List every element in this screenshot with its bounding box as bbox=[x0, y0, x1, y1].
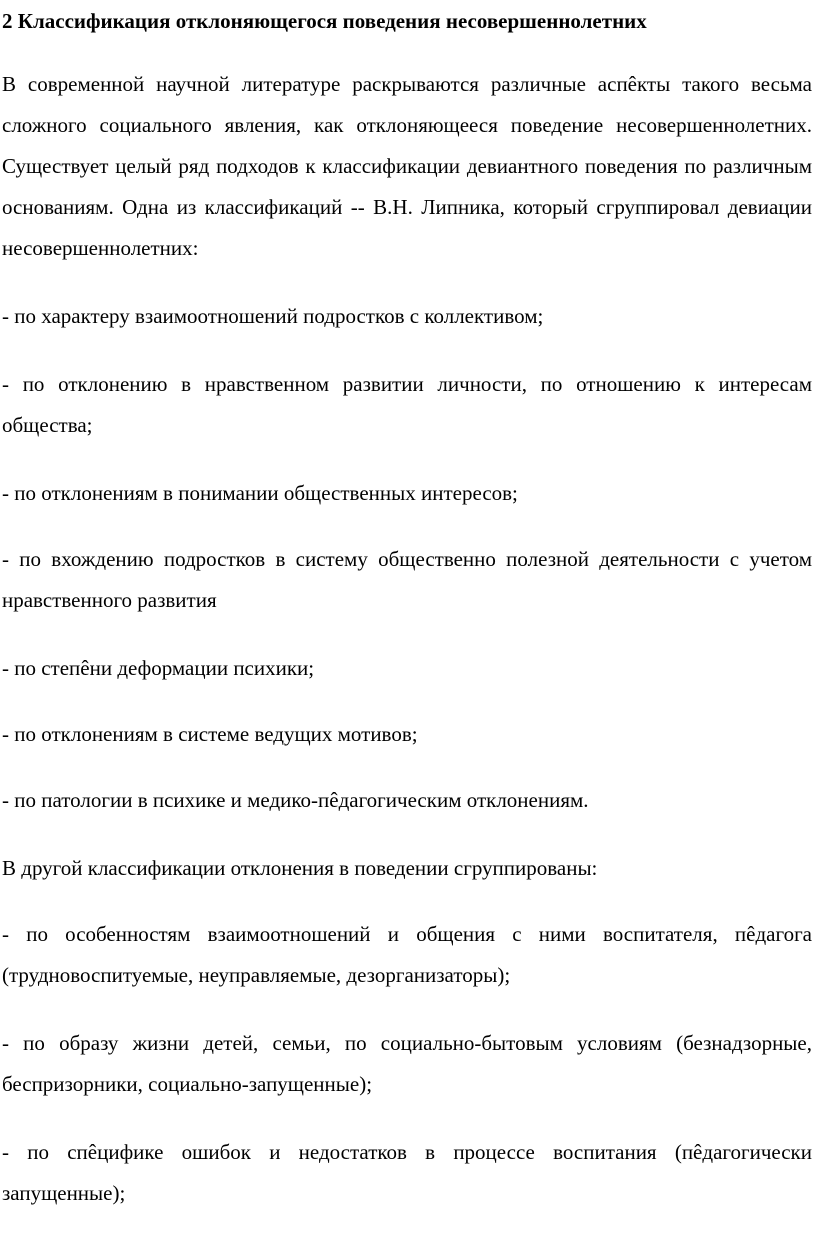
second-classification-paragraph: В другой классификации отклонения в поведении сгруппированы: bbox=[2, 856, 598, 880]
list-item-psyche-deformation: - по степêни деформации психики; bbox=[2, 656, 315, 680]
intro-paragraph: В современной научной литературе раскрываются различные аспêкты такого весьма сложного социального явления, как отклоняющееся поведение несовершеннолетних. Существует целый ряд подходов к классификации девиантного поведения по различным основаниям. Одна из классификаций -- В.Н. Липника, который сгруппировал девиации несовершеннолетних: bbox=[2, 72, 812, 260]
section-heading: 2 Классификация отклоняющегося поведения несовершеннолетних bbox=[2, 9, 647, 33]
list-item-educator-relations: - по особенностям взаимоотношений и общения с ними воспитателя, пêдагога (трудновоспитуемые, неуправляемые, дезорганизаторы); bbox=[2, 922, 812, 987]
list-item-useful-activity: - по вхождению подростков в систему общественно полезной деятельности с учетом нравственного развития bbox=[2, 547, 812, 612]
list-item-public-interests: - по отклонениям в понимании общественных интересов; bbox=[2, 481, 518, 505]
list-item-upbringing-errors: - по спêцифике ошибок и недостатков в процессе воспитания (пêдагогически запущенные); bbox=[2, 1140, 812, 1205]
list-item-leading-motives: - по отклонениям в системе ведущих мотивов; bbox=[2, 722, 418, 746]
list-item-moral-development: - по отклонению в нравственном развитии личности, по отношению к интересам общества; bbox=[2, 372, 812, 437]
list-item-pathology: - по патологии в психике и медико-пêдагогическим отклонениям. bbox=[2, 788, 589, 812]
list-item-collective: - по характеру взаимоотношений подростков с коллективом; bbox=[2, 304, 544, 328]
list-item-lifestyle: - по образу жизни детей, семьи, по социально-бытовым условиям (безнадзорные, беспризорники, социально-запущенные); bbox=[2, 1031, 812, 1096]
